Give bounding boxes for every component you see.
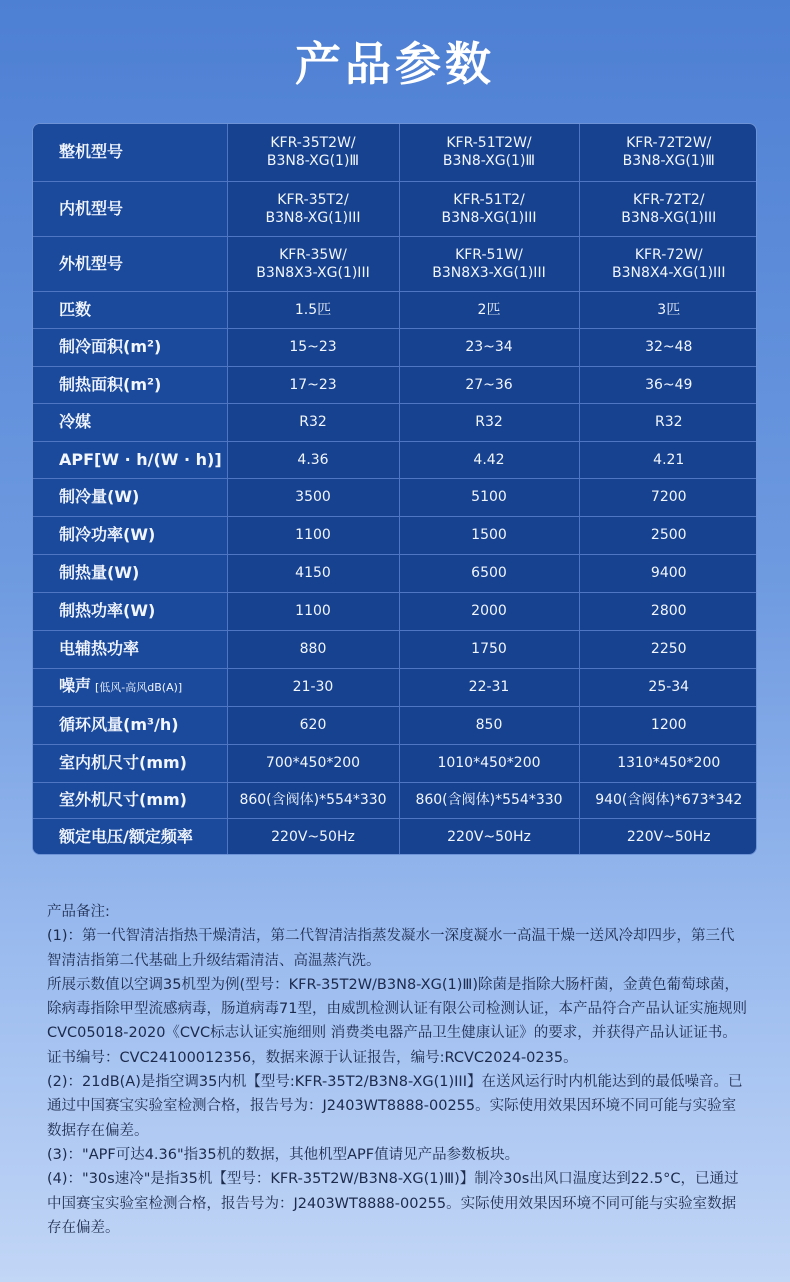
spec-row — [33, 478, 757, 516]
spec-value: 700*450*200 — [227, 744, 399, 782]
spec-value: 940(含阀体)*673*342 — [579, 782, 757, 818]
spec-value: 3匹 — [579, 291, 757, 328]
spec-row — [33, 366, 757, 403]
spec-value: 2250 — [579, 630, 757, 668]
spec-value: 4.42 — [399, 441, 579, 478]
spec-value: 1500 — [399, 516, 579, 554]
spec-label: 制热功率(W) — [59, 601, 156, 620]
spec-label: 外机型号 — [59, 253, 124, 273]
spec-value: 880 — [227, 630, 399, 668]
spec-value: 22-31 — [399, 668, 579, 706]
spec-table-container — [32, 123, 757, 855]
spec-row — [33, 236, 757, 291]
spec-row — [33, 403, 757, 441]
spec-value: 9400 — [579, 554, 757, 592]
spec-value: 3500 — [227, 478, 399, 516]
spec-label-cell — [33, 782, 227, 818]
note-4: (4)："30s速冷"是指35机【型号：KFR-35T2W/B3N8-XG(1)Ⅲ)】制冷30s出风口温度达到22.5°C，已通过中国赛宝实验室检测合格，报告号为：J2403WT8888-00255。实际使用效果因环境不同可能与实验室数据存在偏差。 — [47, 1171, 739, 1236]
spec-label-cell — [33, 744, 227, 782]
spec-label-cell — [33, 554, 227, 592]
spec-value: 36~49 — [579, 366, 757, 403]
spec-label: 冷媒 — [59, 412, 92, 431]
spec-row — [33, 782, 757, 818]
spec-value: 23~34 — [399, 328, 579, 366]
spec-value: 1100 — [227, 516, 399, 554]
spec-label: 制冷量(W) — [59, 487, 140, 506]
spec-value: 1750 — [399, 630, 579, 668]
spec-value: 1310*450*200 — [579, 744, 757, 782]
spec-row — [33, 554, 757, 592]
spec-value: 6500 — [399, 554, 579, 592]
spec-label: 内机型号 — [59, 198, 124, 218]
spec-label-cell — [33, 818, 227, 855]
spec-label: 循环风量(m³/h) — [59, 715, 179, 734]
spec-value: 1010*450*200 — [399, 744, 579, 782]
spec-label: 制热量(W) — [59, 563, 140, 582]
spec-value: KFR-51W/ B3N8X3-XG(1)III — [399, 236, 579, 291]
spec-row — [33, 328, 757, 366]
spec-value: 4150 — [227, 554, 399, 592]
spec-value: 2500 — [579, 516, 757, 554]
spec-label-cell — [33, 366, 227, 403]
spec-row — [33, 516, 757, 554]
spec-value: 220V~50Hz — [399, 818, 579, 855]
spec-label-cell — [33, 706, 227, 744]
spec-label-cell — [33, 630, 227, 668]
spec-label: 制热面积(m²) — [59, 374, 162, 394]
spec-row — [33, 291, 757, 328]
spec-label-cell — [33, 592, 227, 630]
spec-value: 2000 — [399, 592, 579, 630]
spec-label: APF[W · h/(W · h)] — [59, 449, 222, 469]
spec-value: 1.5匹 — [227, 291, 399, 328]
spec-value: KFR-35W/ B3N8X3-XG(1)III — [227, 236, 399, 291]
spec-label-cell — [33, 181, 227, 236]
spec-value: R32 — [227, 403, 399, 441]
spec-label: 匹数 — [59, 299, 92, 319]
spec-label-cell — [33, 516, 227, 554]
spec-sublabel: [低风-高风dB(A)] — [95, 681, 183, 694]
spec-value: 25-34 — [579, 668, 757, 706]
spec-value: KFR-51T2W/ B3N8-XG(1)Ⅲ — [399, 124, 579, 181]
spec-value: KFR-72T2/ B3N8-XG(1)III — [579, 181, 757, 236]
page-title: 产品参数 — [295, 37, 495, 91]
spec-value: R32 — [399, 403, 579, 441]
spec-label: 制冷功率(W) — [59, 525, 156, 544]
spec-label-cell — [33, 236, 227, 291]
notes-heading: 产品备注: — [47, 904, 110, 920]
spec-label-cell — [33, 124, 227, 181]
spec-label: 电辅热功率 — [59, 639, 140, 658]
spec-label: 整机型号 — [59, 142, 124, 162]
spec-label: 室外机尺寸(mm) — [59, 790, 187, 809]
spec-value: 220V~50Hz — [626, 829, 711, 846]
spec-row — [33, 592, 757, 630]
spec-row — [33, 818, 757, 855]
spec-value: 15~23 — [227, 328, 399, 366]
spec-label-cell — [33, 328, 227, 366]
spec-label: 室内机尺寸(mm) — [59, 753, 187, 772]
spec-table — [33, 124, 757, 855]
spec-value: 21-30 — [227, 668, 399, 706]
product-notes — [47, 900, 747, 1240]
spec-label-cell — [33, 478, 227, 516]
spec-label-cell — [33, 291, 227, 328]
spec-value: 32~48 — [579, 328, 757, 366]
spec-value: KFR-35T2W/ B3N8-XG(1)Ⅲ — [227, 124, 399, 181]
spec-label-cell — [33, 403, 227, 441]
spec-row — [33, 744, 757, 782]
spec-value: 5100 — [399, 478, 579, 516]
note-2: (2)：21dB(A)是指空调35内机【型号:KFR-35T2/B3N8-XG(1)III】在送风运行时内机能达到的最低噪音。已通过中国赛宝实验室检测合格，报告号为：J2403WT8888-00255。实际使用效果因环境不同可能与实验室数据存在偏差。 — [47, 1074, 743, 1139]
spec-value: 17~23 — [227, 366, 399, 403]
spec-value: KFR-72W/ B3N8X4-XG(1)III — [579, 236, 757, 291]
spec-row — [33, 630, 757, 668]
spec-value: 860(含阀体)*554*330 — [227, 782, 399, 818]
spec-label: 制冷面积(m²) — [59, 337, 162, 356]
spec-value: R32 — [579, 403, 757, 441]
spec-row — [33, 668, 757, 706]
spec-value: KFR-51T2/ B3N8-XG(1)III — [399, 181, 579, 236]
spec-row — [33, 706, 757, 744]
spec-value: 27~36 — [399, 366, 579, 403]
spec-row — [33, 181, 757, 236]
spec-value: 860(含阀体)*554*330 — [399, 782, 579, 818]
spec-value: 2匹 — [399, 291, 579, 328]
spec-row — [33, 441, 757, 478]
spec-label-cell — [33, 441, 227, 478]
spec-row — [33, 124, 757, 181]
spec-value: 4.36 — [227, 441, 399, 478]
spec-value: 4.21 — [579, 441, 757, 478]
spec-value: 2800 — [579, 592, 757, 630]
spec-label: 噪声 — [59, 676, 92, 695]
note-1: (1)：第一代智清洁指热干燥清洁，第二代智清洁指蒸发凝水一深度凝水一高温干燥一送风冷却四步，第三代智清洁指第二代基础上升级结霜清洁、高温蒸汽洗。 — [47, 928, 735, 969]
spec-value: 220V~50Hz — [227, 818, 399, 855]
spec-value: KFR-72T2W/ B3N8-XG(1)Ⅲ — [579, 124, 757, 181]
note-3: (3)："APF可达4.36"指35机的数据，其他机型APF值请见产品参数板块。 — [47, 1146, 520, 1163]
spec-value: 1100 — [227, 592, 399, 630]
spec-value: 850 — [399, 706, 579, 744]
spec-value: KFR-35T2/ B3N8-XG(1)III — [227, 181, 399, 236]
spec-label-cell — [33, 668, 227, 706]
spec-value: 620 — [227, 706, 399, 744]
spec-label: 额定电压/额定频率 — [59, 827, 193, 847]
note-sterilization: 所展示数值以空调35机型为例(型号：KFR-35T2W/B3N8-XG(1)Ⅲ)除菌是指除大肠杆菌，金黄色葡萄球菌，除病毒指除甲型流感病毒，肠道病毒71型，由威凯检测认证有限公司检测认证，本产品符合产品认证实施规则CVC05018-2020《CVC标志认证实施细则 消费类电器产品卫生健康认证》的要求，并获得产品认证证书。证书编号：CVC24100012356，数据来源于认证报告，编号:RCVC2024-0235。 — [47, 976, 747, 1066]
spec-value: 7200 — [579, 478, 757, 516]
spec-value: 1200 — [579, 706, 757, 744]
